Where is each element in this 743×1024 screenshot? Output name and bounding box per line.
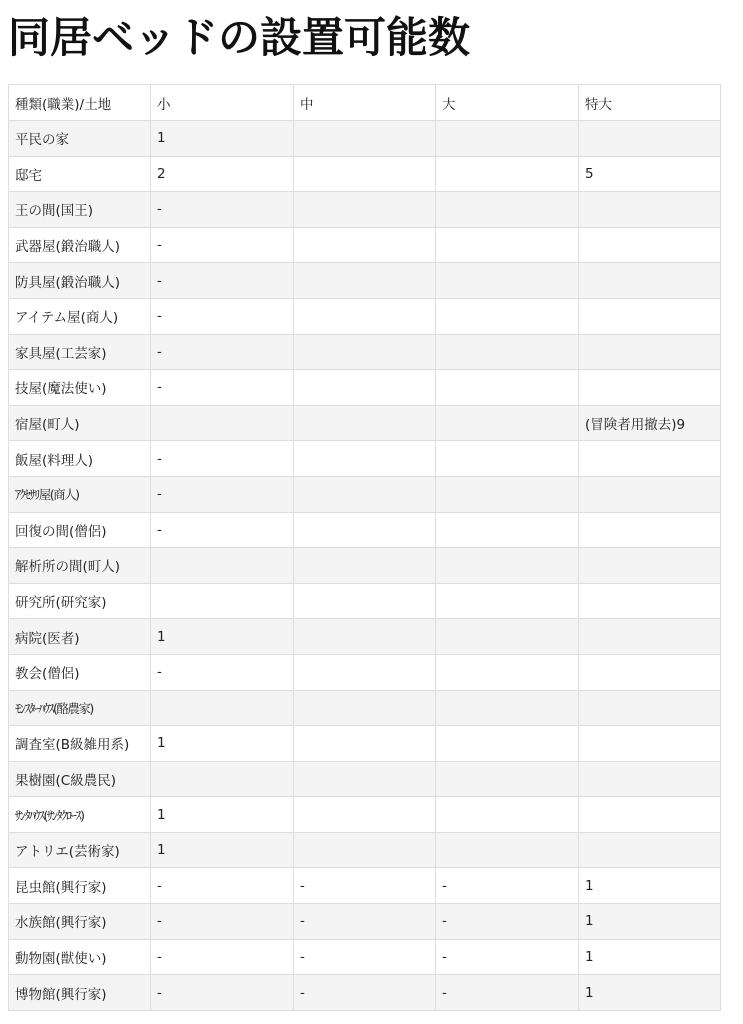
cell-large [436,619,579,655]
cell-extra-large: 1 [579,868,721,904]
table-row [9,761,721,797]
cell-medium: - [294,904,436,940]
cell-type: ｻﾝﾀﾊｳｽ(ｻﾝﾀｸﾛｰｽ) [9,797,151,833]
cell-large [436,441,579,477]
cell-type: アトリエ(芸術家) [9,832,151,868]
cell-small: - [151,512,294,548]
cell-extra-large [579,263,721,299]
cell-large [436,298,579,334]
cell-medium [294,263,436,299]
cell-type: アイテム屋(商人) [9,298,151,334]
cell-medium [294,512,436,548]
cell-small: - [151,298,294,334]
table-row [9,548,721,584]
cell-type: 解析所の間(町人) [9,548,151,584]
cell-type: 飯屋(料理人) [9,441,151,477]
cell-small: - [151,939,294,975]
cell-extra-large [579,548,721,584]
page-title: 同居ベッドの設置可能数 [8,13,471,62]
cell-medium [294,192,436,228]
cell-extra-large [579,583,721,619]
cell-medium [294,832,436,868]
cell-type: 昆虫館(興行家) [9,868,151,904]
cell-large [436,583,579,619]
header-extra-large: 特大 [579,85,721,121]
table-row [9,334,721,370]
header-small: 小 [151,85,294,121]
cell-large [436,512,579,548]
table-row [9,868,721,904]
cell-medium [294,156,436,192]
table-row [9,192,721,228]
cell-type: 動物園(獣使い) [9,939,151,975]
cell-extra-large [579,512,721,548]
table-header-row [9,85,721,121]
cell-small: - [151,975,294,1011]
table-row [9,690,721,726]
cell-large [436,654,579,690]
cell-small: 2 [151,156,294,192]
cell-large [436,156,579,192]
cell-extra-large [579,797,721,833]
cell-medium: - [294,975,436,1011]
cell-medium [294,797,436,833]
cell-small: - [151,868,294,904]
table-row [9,939,721,975]
cell-small: - [151,441,294,477]
cell-type: 教会(僧侶) [9,654,151,690]
cell-medium [294,548,436,584]
cell-type: 果樹園(C級農民) [9,761,151,797]
cell-large [436,405,579,441]
cell-large [436,797,579,833]
cell-type: ｱｸｾｻﾘ屋(商人) [9,476,151,512]
cell-medium [294,227,436,263]
cell-extra-large [579,726,721,762]
cell-small: - [151,476,294,512]
cell-large: - [436,904,579,940]
header-medium: 中 [294,85,436,121]
table-row [9,619,721,655]
cell-type: 武器屋(鍛治職人) [9,227,151,263]
cell-large [436,548,579,584]
cell-small: - [151,334,294,370]
cell-medium [294,583,436,619]
table-row [9,156,721,192]
cell-medium [294,441,436,477]
cell-small: - [151,904,294,940]
cell-small: - [151,192,294,228]
cell-medium [294,298,436,334]
cell-large: - [436,975,579,1011]
cell-extra-large [579,476,721,512]
cell-large [436,227,579,263]
cell-medium [294,761,436,797]
bed-count-table [8,84,721,1011]
cell-medium [294,370,436,406]
table-body [9,121,721,1011]
cell-small: - [151,263,294,299]
cell-medium [294,654,436,690]
cell-type: 王の間(国王) [9,192,151,228]
cell-extra-large: 5 [579,156,721,192]
cell-small [151,761,294,797]
cell-medium: - [294,939,436,975]
cell-medium [294,476,436,512]
cell-medium [294,619,436,655]
table-row [9,441,721,477]
cell-extra-large: 1 [579,975,721,1011]
cell-small: - [151,654,294,690]
cell-large: - [436,868,579,904]
cell-medium: - [294,868,436,904]
cell-extra-large [579,227,721,263]
cell-small: 1 [151,726,294,762]
cell-extra-large [579,761,721,797]
cell-large [436,121,579,157]
cell-type: 回復の間(僧侶) [9,512,151,548]
table-row [9,476,721,512]
cell-small: 1 [151,832,294,868]
cell-medium [294,405,436,441]
cell-medium [294,726,436,762]
table-row [9,263,721,299]
cell-small [151,548,294,584]
table-row [9,298,721,334]
cell-large [436,334,579,370]
cell-type: 水族館(興行家) [9,904,151,940]
cell-large [436,263,579,299]
cell-small [151,583,294,619]
cell-large [436,726,579,762]
table-row [9,512,721,548]
cell-large [436,476,579,512]
cell-small: 1 [151,797,294,833]
cell-type: ﾓﾝｽﾀｰﾊｳｽ(酪農家) [9,690,151,726]
cell-large [436,690,579,726]
cell-medium [294,121,436,157]
table-row [9,405,721,441]
cell-extra-large [579,619,721,655]
cell-type: 邸宅 [9,156,151,192]
table-row [9,370,721,406]
cell-extra-large [579,654,721,690]
cell-small: 1 [151,121,294,157]
cell-small: - [151,370,294,406]
table-row [9,227,721,263]
table-row [9,583,721,619]
cell-extra-large [579,298,721,334]
cell-extra-large [579,334,721,370]
cell-extra-large [579,192,721,228]
cell-type: 技屋(魔法使い) [9,370,151,406]
cell-extra-large [579,121,721,157]
cell-small [151,405,294,441]
cell-type: 防具屋(鍛治職人) [9,263,151,299]
table-row [9,832,721,868]
cell-extra-large [579,690,721,726]
cell-type: 博物館(興行家) [9,975,151,1011]
cell-medium [294,690,436,726]
cell-extra-large: 1 [579,939,721,975]
table-row [9,904,721,940]
cell-type: 宿屋(町人) [9,405,151,441]
cell-small [151,690,294,726]
cell-extra-large: 1 [579,904,721,940]
cell-medium [294,334,436,370]
table-row [9,797,721,833]
header-type-land: 種類(職業)/土地 [9,85,151,121]
table-row [9,654,721,690]
cell-type: 平民の家 [9,121,151,157]
table-row [9,121,721,157]
cell-extra-large [579,441,721,477]
cell-extra-large: (冒険者用撤去)9 [579,405,721,441]
cell-type: 病院(医者) [9,619,151,655]
cell-large [436,832,579,868]
cell-large [436,761,579,797]
cell-type: 調査室(B級雑用系) [9,726,151,762]
cell-extra-large [579,370,721,406]
cell-extra-large [579,832,721,868]
cell-large [436,370,579,406]
cell-type: 研究所(研究家) [9,583,151,619]
cell-small: - [151,227,294,263]
header-large: 大 [436,85,579,121]
cell-large: - [436,939,579,975]
table-row [9,726,721,762]
cell-small: 1 [151,619,294,655]
table-row [9,975,721,1011]
cell-type: 家具屋(工芸家) [9,334,151,370]
cell-large [436,192,579,228]
